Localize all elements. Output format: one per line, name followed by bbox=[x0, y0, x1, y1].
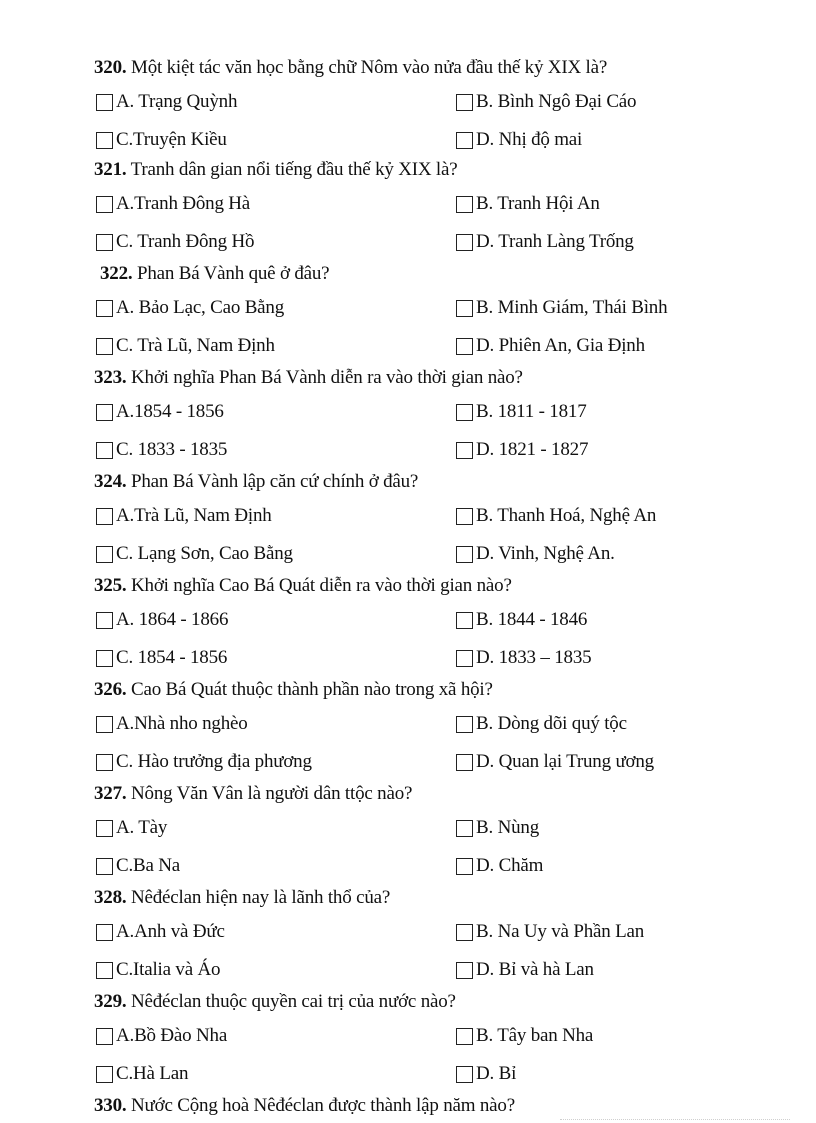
question-text bbox=[100, 262, 329, 286]
option-label: D. Tranh Làng Trống bbox=[476, 231, 634, 252]
answer-option[interactable] bbox=[456, 646, 591, 670]
answer-option[interactable] bbox=[456, 816, 539, 840]
checkbox-icon[interactable] bbox=[456, 754, 473, 771]
question-stem: Khởi nghĩa Cao Bá Quát diễn ra vào thời gian nào? bbox=[126, 575, 512, 596]
option-label: B. Na Uy và Phần Lan bbox=[476, 921, 645, 942]
question-stem: Một kiệt tác văn học bằng chữ Nôm vào nửa đầu thế kỷ XIX là? bbox=[126, 57, 608, 78]
answer-option[interactable] bbox=[456, 958, 594, 982]
question-text bbox=[94, 366, 523, 390]
checkbox-icon[interactable] bbox=[456, 1028, 473, 1045]
question-text bbox=[94, 782, 412, 806]
option-label: D. Chăm bbox=[476, 855, 544, 876]
checkbox-icon[interactable] bbox=[96, 858, 113, 875]
question-text bbox=[94, 158, 457, 182]
question-stem: Tranh dân gian nổi tiếng đầu thế kỷ XIX là? bbox=[126, 159, 458, 180]
option-label: C. 1833 - 1835 bbox=[116, 439, 228, 460]
answer-option[interactable] bbox=[96, 750, 312, 774]
checkbox-icon[interactable] bbox=[96, 338, 113, 355]
answer-option[interactable] bbox=[96, 920, 225, 944]
answer-option[interactable] bbox=[456, 712, 627, 736]
option-label: A.Bồ Đào Nha bbox=[116, 1025, 228, 1046]
checkbox-icon[interactable] bbox=[456, 338, 473, 355]
answer-option[interactable] bbox=[456, 438, 588, 462]
answer-option[interactable] bbox=[96, 400, 224, 424]
answer-option[interactable] bbox=[96, 646, 227, 670]
option-label: A.Trà Lũ, Nam Định bbox=[116, 505, 272, 526]
answer-option[interactable] bbox=[456, 854, 543, 878]
option-label: A. 1864 - 1866 bbox=[116, 609, 229, 630]
question-stem: Cao Bá Quát thuộc thành phần nào trong xã hội? bbox=[126, 679, 493, 700]
checkbox-icon[interactable] bbox=[96, 612, 113, 629]
checkbox-icon[interactable] bbox=[96, 1066, 113, 1083]
answer-option[interactable] bbox=[96, 608, 228, 632]
checkbox-icon[interactable] bbox=[456, 820, 473, 837]
question-text bbox=[94, 678, 493, 702]
option-label: B. Dòng dõi quý tộc bbox=[476, 713, 627, 734]
option-label: D. Nhị độ mai bbox=[476, 129, 583, 150]
answer-option[interactable] bbox=[456, 230, 634, 254]
option-label: C.Ba Na bbox=[116, 855, 181, 876]
checkbox-icon[interactable] bbox=[96, 94, 113, 111]
checkbox-icon[interactable] bbox=[456, 94, 473, 111]
option-label: B. Nùng bbox=[476, 817, 539, 838]
checkbox-icon[interactable] bbox=[96, 300, 113, 317]
footer-divider bbox=[560, 1119, 790, 1120]
answer-option[interactable] bbox=[456, 400, 587, 424]
question-text bbox=[94, 574, 512, 598]
question-stem: Nêđéclan thuộc quyền cai trị của nước nào? bbox=[126, 991, 456, 1012]
checkbox-icon[interactable] bbox=[456, 858, 473, 875]
option-label: A.Tranh Đông Hà bbox=[116, 193, 251, 214]
checkbox-icon[interactable] bbox=[456, 716, 473, 733]
answer-option[interactable] bbox=[96, 1062, 188, 1086]
answer-option[interactable] bbox=[456, 296, 667, 320]
answer-option[interactable] bbox=[96, 334, 275, 358]
option-label: A. Bảo Lạc, Cao Bằng bbox=[116, 297, 285, 318]
question-stem: Khởi nghĩa Phan Bá Vành diễn ra vào thời gian nào? bbox=[126, 367, 523, 388]
option-label: A.1854 - 1856 bbox=[116, 401, 224, 422]
question-stem: Phan Bá Vành lập căn cứ chính ở đâu? bbox=[126, 471, 419, 492]
answer-option[interactable] bbox=[456, 542, 615, 566]
answer-option[interactable] bbox=[96, 504, 272, 528]
checkbox-icon[interactable] bbox=[96, 754, 113, 771]
checkbox-icon[interactable] bbox=[96, 650, 113, 667]
answer-option[interactable] bbox=[96, 542, 293, 566]
checkbox-icon[interactable] bbox=[96, 132, 113, 149]
option-label: C. 1854 - 1856 bbox=[116, 647, 228, 668]
checkbox-icon[interactable] bbox=[456, 612, 473, 629]
question-number: 323. bbox=[94, 367, 127, 388]
checkbox-icon[interactable] bbox=[456, 404, 473, 421]
answer-option[interactable] bbox=[96, 816, 167, 840]
question-stem: Nước Cộng hoà Nêđéclan được thành lập năm nào? bbox=[126, 1095, 515, 1116]
question-number: 320. bbox=[94, 57, 127, 78]
question-text bbox=[94, 990, 456, 1014]
option-label: C.Italia và Áo bbox=[116, 959, 221, 980]
option-label: B. 1811 - 1817 bbox=[476, 401, 587, 422]
answer-option[interactable] bbox=[456, 504, 656, 528]
checkbox-icon[interactable] bbox=[456, 196, 473, 213]
option-label: C. Hào trưởng địa phương bbox=[116, 751, 312, 772]
option-label: A. Tày bbox=[116, 817, 168, 838]
checkbox-icon[interactable] bbox=[96, 962, 113, 979]
option-label: C. Lạng Sơn, Cao Bằng bbox=[116, 543, 293, 564]
checkbox-icon[interactable] bbox=[456, 924, 473, 941]
question-stem: Nông Văn Vân là người dân ttộc nào? bbox=[126, 783, 413, 804]
checkbox-icon[interactable] bbox=[96, 924, 113, 941]
answer-option[interactable] bbox=[456, 920, 644, 944]
question-number: 322. bbox=[100, 263, 133, 284]
option-label: B. 1844 - 1846 bbox=[476, 609, 588, 630]
question-stem: Nêđéclan hiện nay là lãnh thổ của? bbox=[126, 887, 391, 908]
option-label: B. Thanh Hoá, Nghệ An bbox=[476, 505, 657, 526]
checkbox-icon[interactable] bbox=[456, 962, 473, 979]
option-label: D. 1833 – 1835 bbox=[476, 647, 592, 668]
answer-option[interactable] bbox=[96, 958, 220, 982]
question-number: 325. bbox=[94, 575, 127, 596]
option-label: C.Hà Lan bbox=[116, 1063, 189, 1084]
question-number: 328. bbox=[94, 887, 127, 908]
answer-option[interactable] bbox=[456, 192, 600, 216]
option-label: B. Minh Giám, Thái Bình bbox=[476, 297, 668, 318]
option-label: A.Nhà nho nghèo bbox=[116, 713, 248, 734]
answer-option[interactable] bbox=[96, 438, 227, 462]
answer-option[interactable] bbox=[456, 334, 645, 358]
checkbox-icon[interactable] bbox=[456, 132, 473, 149]
checkbox-icon[interactable] bbox=[456, 508, 473, 525]
option-label: C. Trà Lũ, Nam Định bbox=[116, 335, 275, 356]
option-label: D. Phiên An, Gia Định bbox=[476, 335, 645, 356]
answer-option[interactable] bbox=[456, 1062, 516, 1086]
checkbox-icon[interactable] bbox=[96, 442, 113, 459]
option-label: C. Tranh Đông Hồ bbox=[116, 231, 255, 252]
checkbox-icon[interactable] bbox=[456, 650, 473, 667]
checkbox-icon[interactable] bbox=[96, 546, 113, 563]
option-label: B. Tây ban Nha bbox=[476, 1025, 594, 1046]
question-number: 324. bbox=[94, 471, 127, 492]
option-label: D. Bỉ và hà Lan bbox=[476, 959, 594, 980]
question-number: 326. bbox=[94, 679, 127, 700]
option-label: D. Quan lại Trung ương bbox=[476, 751, 654, 772]
option-label: A.Anh và Đức bbox=[116, 921, 225, 942]
answer-option[interactable] bbox=[96, 192, 250, 216]
question-text bbox=[94, 886, 390, 910]
question-text bbox=[94, 470, 418, 494]
question-number: 329. bbox=[94, 991, 127, 1012]
question-text bbox=[94, 1094, 515, 1118]
answer-option[interactable] bbox=[456, 90, 636, 114]
question-number: 321. bbox=[94, 159, 127, 180]
question-number: 330. bbox=[94, 1095, 127, 1116]
question-text bbox=[94, 56, 607, 80]
option-label: C.Truyện Kiều bbox=[116, 129, 227, 150]
option-label: D. Vinh, Nghệ An. bbox=[476, 543, 615, 564]
checkbox-icon[interactable] bbox=[96, 716, 113, 733]
checkbox-icon[interactable] bbox=[456, 442, 473, 459]
checkbox-icon[interactable] bbox=[96, 234, 113, 251]
option-label: D. 1821 - 1827 bbox=[476, 439, 589, 460]
checkbox-icon[interactable] bbox=[96, 820, 113, 837]
answer-option[interactable] bbox=[96, 712, 248, 736]
checkbox-icon[interactable] bbox=[456, 300, 473, 317]
answer-option[interactable] bbox=[456, 750, 654, 774]
option-label: B. Bình Ngô Đại Cáo bbox=[476, 91, 637, 112]
answer-option[interactable] bbox=[96, 1024, 227, 1048]
checkbox-icon[interactable] bbox=[456, 1066, 473, 1083]
checkbox-icon[interactable] bbox=[96, 404, 113, 421]
checkbox-icon[interactable] bbox=[456, 546, 473, 563]
option-label: D. Bỉ bbox=[476, 1063, 517, 1084]
answer-option[interactable] bbox=[96, 90, 237, 114]
checkbox-icon[interactable] bbox=[96, 196, 113, 213]
question-stem: Phan Bá Vành quê ở đâu? bbox=[132, 263, 330, 284]
answer-option[interactable] bbox=[456, 1024, 593, 1048]
answer-option[interactable] bbox=[456, 608, 587, 632]
checkbox-icon[interactable] bbox=[456, 234, 473, 251]
option-label: A. Trạng Quỳnh bbox=[116, 91, 238, 112]
answer-option[interactable] bbox=[96, 854, 180, 878]
answer-option[interactable] bbox=[96, 230, 254, 254]
question-number: 327. bbox=[94, 783, 127, 804]
answer-option[interactable] bbox=[96, 296, 284, 320]
checkbox-icon[interactable] bbox=[96, 508, 113, 525]
checkbox-icon[interactable] bbox=[96, 1028, 113, 1045]
answer-option[interactable] bbox=[96, 128, 227, 152]
answer-option[interactable] bbox=[456, 128, 582, 152]
option-label: B. Tranh Hội An bbox=[476, 193, 600, 214]
